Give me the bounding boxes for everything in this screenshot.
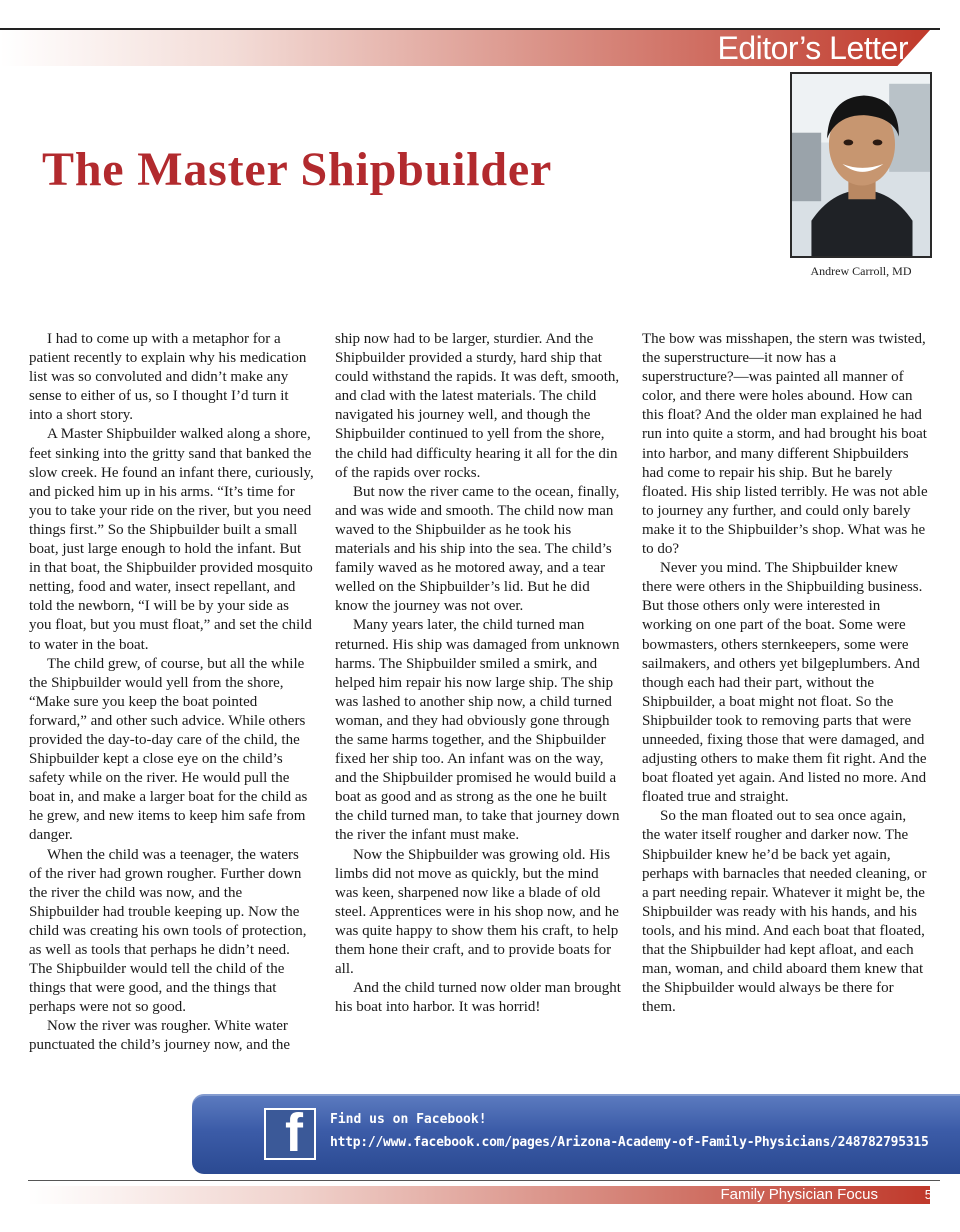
paragraph: The child grew, of course, but all the while the Shipbuilder would yell from the shore, “Make sure you keep the boat pointed forward,” and other such advice. While others provided the day-to-day care of the child, the Shipbuilder kept a close eye on the child’s safety while on the river. He would pull the boat in, and make a larger boat for the child as he grew, and new items to keep him safe from danger. xyxy=(29,655,308,844)
paragraph: I had to come up with a metaphor for a patient recently to explain why his medication list was so convoluted and didn’t make any sense to either of us, so I thought I’d turn it into a short story. xyxy=(29,331,307,424)
author-photo xyxy=(790,72,932,258)
paragraph: But now the river came to the ocean, finally, and was wide and smooth. The child now man waved to the Shipbuilder as he took his materials and his ship into the sea. The child’s family waved as he motored away, and a tear welled on the Shipbuilder’s lid. But he did know the journey was not over. xyxy=(335,483,620,615)
paragraph: Many years later, the child turned man returned. His ship was damaged from unknown harms. The Shipbuilder smiled a smirk, and helped him repair his now large ship. The ship was lashed to another ship now, a child turned woman, and they had obviously gone through the same harms together, and the Shipbuilder fixed her ship too. An infant was on the way, and the Shipbuilder promised he would build a boat as good and as strong as the one he built the child turned man, to take that journey down the river the infant must make. xyxy=(335,617,620,844)
paragraph: ship now had to be larger, sturdier. And the Shipbuilder provided a sturdy, hard ship that could withstand the rapids. It was deft, smooth, and clad with the latest materials. The child navigated his journey well, and though the Shipbuilder continued to yell from the shore, the child had difficulty hearing it all for the din of the rapids over rocks. xyxy=(335,331,620,481)
author-portrait-image xyxy=(792,74,930,256)
facebook-link[interactable]: http://www.facebook.com/pages/Arizona-Academy-of-Family-Physicians/248782795315 xyxy=(330,1135,929,1150)
article-column-1 xyxy=(29,330,315,1056)
paragraph: And the child turned now older man brought his boat into harbor. It was horrid! xyxy=(335,980,621,1016)
facebook-glyph: f xyxy=(285,1108,303,1160)
paragraph: Now the Shipbuilder was growing old. His limbs did not move as quickly, but the mind was keen, sharpened now like a blade of old steel. Apprentices were in his shop now, and he was quite happy to show them his craft, to help them hone their craft, and to provide boats for all. xyxy=(335,846,619,978)
footer-rule xyxy=(28,1180,940,1181)
article-column-3 xyxy=(642,330,928,1017)
section-label: Editor’s Letter xyxy=(717,30,908,66)
paragraph: So the man floated out to sea once again, the water itself rougher and darker now. The Shipbuilder knew he’d be back yet again, perhaps with barnacles that needed cleaning, or a part needing repair. Whatever it might be, the Shipbuilder was ready with his hands, and his tools, and his mind. And each boat that floated, that the Shipbuilder had kept afloat, and each man, woman, and child aboard them knew that the Shipbuilder would always be there for them. xyxy=(642,808,927,1016)
author-caption: Andrew Carroll, MD xyxy=(810,264,912,278)
facebook-icon[interactable] xyxy=(264,1108,316,1160)
facebook-title: Find us on Facebook! xyxy=(330,1112,487,1127)
paragraph: The bow was misshapen, the stern was twisted, the superstructure—it now has a superstructure?—was painted all manner of color, and there were holes abound. How can this float? And the older man explained he had run into quite a storm, and had brought his boat into harbor, and many different Shipbuilders had come to repair his ship. But he barely floated. His ship listed terribly. He was not able to journey any further, and could only barely make it to the Shipbuilder’s shop. What was he to do? xyxy=(642,331,928,558)
paragraph: Now the river was rougher. White water punctuated the child’s journey now, and the xyxy=(29,1018,291,1054)
page-number: 5 xyxy=(924,1187,932,1202)
article-title: The Master Shipbuilder xyxy=(42,143,553,196)
article-column-2 xyxy=(335,330,621,1017)
paragraph: A Master Shipbuilder walked along a shore, feet sinking into the gritty sand that banked the slow creek. He found an infant there, curiously, and picked him up in his arms. “It’s time for you to take your ride on the river, but you need things first.” So the Shipbuilder built a small boat, just large enough to hold the infant. But in that boat, the Shipbuilder provided mosquito netting, food and water, insect repellant, and told the newborn, “I will be by your side as you float, but you must float,” and set the child to water in the boat. xyxy=(29,426,314,653)
publication-name: Family Physician Focus xyxy=(720,1186,878,1203)
paragraph: When the child was a teenager, the waters of the river had grown rougher. Further down the river the child was now, and the Shipbuilder had trouble keeping up. Now the child was creating his own tools of protection, as well as tools that perhaps he didn’t need. The Shipbuilder would tell the child of the things that were good, and the things that perhaps were not so good. xyxy=(29,846,307,1016)
paragraph: Never you mind. The Shipbuilder knew there were others in the Shipbuilding business. But those others only were interested in working on one part of the boat. Some were bowmasters, others sternkeepers, some were sailmakers, and others yet bilgeplumbers. And though each had their part, without the Shipbuilder, a boat might not float. So the Shipbuilder took to removing parts that were unneeded, fixing those that were damaged, and adjusting others to make them fit right. And the boat floated yet again. And listed no more. And floated true and straight. xyxy=(642,560,927,806)
